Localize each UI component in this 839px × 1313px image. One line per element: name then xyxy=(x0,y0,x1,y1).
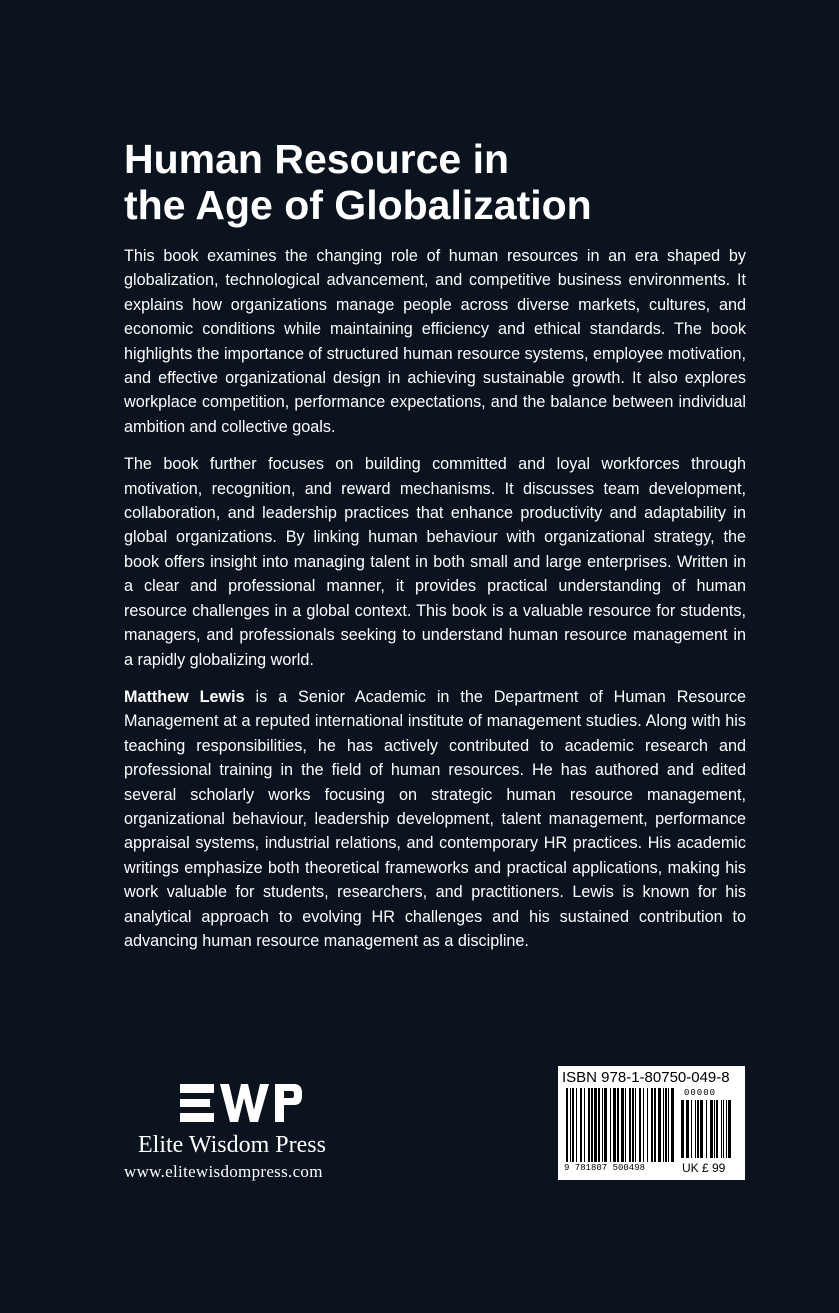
barcode-bar xyxy=(686,1100,689,1158)
barcode-bar xyxy=(726,1100,727,1158)
book-title xyxy=(124,136,764,228)
publisher-website: www.elitewisdompress.com xyxy=(124,1162,323,1181)
price-label: UK £ 99 xyxy=(682,1161,726,1175)
barcode-bar xyxy=(728,1100,731,1158)
barcode-bar xyxy=(668,1088,669,1162)
barcode-bar xyxy=(604,1088,607,1162)
author-name: Matthew Lewis xyxy=(124,687,245,706)
barcode-bar xyxy=(671,1088,674,1162)
barcode-bar xyxy=(613,1088,616,1162)
blurb-paragraph-2: The book further focuses on building committed and loyal workforces through motivation, recognition, and reward mechanisms. It discusses team development, collaboration, and leadership practices that enhance productivity and adaptability in global organizations. By linking human behaviour with organizational strategy, the book offers insight into managing talent in both small and large enterprises. Written in a clear and professional manner, it provides practical understanding of human resource challenges in a global context. This book is a valuable resource for students, managers, and professionals seeking to understand human resource management in a rapidly globalizing world. xyxy=(124,455,746,669)
barcode-bar xyxy=(691,1100,692,1158)
barcode-bar xyxy=(643,1088,644,1162)
barcode-bar xyxy=(576,1088,577,1162)
barcode-bar xyxy=(629,1088,631,1162)
barcode-bar xyxy=(594,1088,597,1162)
barcode-bar xyxy=(591,1088,593,1162)
barcode-bar xyxy=(632,1088,634,1162)
ewp-logo-icon xyxy=(180,1082,304,1124)
addon-barcode xyxy=(681,1100,733,1158)
barcode-bar xyxy=(621,1088,624,1162)
author-bio-text: is a Senior Academic in the Department of Human Resource Management at a reputed international institute of management studies. Along with his teaching responsibilities, he has actively contributed to academic research and professional training in the field of human resources. He has authored and edited several scholarly works focusing on strategic human resource management, organizational behaviour, leadership development, talent management, performance appraisal systems, industrial relations, and contemporary HR practices. His academic writings emphasize both theoretical frameworks and practical applications, making his work valuable for students, researchers, and practitioners. Lewis is known for his analytical approach to evolving HR challenges and his sustained contribution to advancing human resource management as a discipline. xyxy=(124,687,746,950)
barcode-bar xyxy=(625,1088,626,1162)
ean-digits: 9 781807 500498 xyxy=(564,1163,646,1173)
blurb xyxy=(124,244,746,966)
barcode-bar xyxy=(681,1100,684,1158)
barcode-bar xyxy=(651,1088,653,1162)
barcode-bar xyxy=(716,1100,718,1158)
barcode-bar xyxy=(588,1088,590,1162)
barcode-bar xyxy=(635,1088,636,1162)
addon-digits: 00000 xyxy=(684,1088,717,1098)
barcode-bar xyxy=(723,1100,724,1158)
barcode-bar xyxy=(700,1100,703,1158)
barcode-bar xyxy=(695,1100,696,1158)
barcode-bar xyxy=(654,1088,656,1162)
barcode-bar xyxy=(639,1088,641,1162)
barcode-bar xyxy=(697,1100,699,1158)
barcode-block xyxy=(558,1066,745,1180)
barcode-bar xyxy=(665,1088,667,1162)
barcode-bar xyxy=(714,1100,715,1158)
ean-barcode xyxy=(566,1088,676,1162)
barcode-bar xyxy=(663,1088,664,1162)
barcode-bar xyxy=(580,1088,582,1162)
barcode-bar xyxy=(566,1088,568,1162)
blurb-paragraph-1: This book examines the changing role of human resources in an era shaped by globalization, technological advancement, and competitive business environments. It explains how organizations manage people across diverse markets, cultures, and economic conditions while maintaining efficiency and ethical standards. The book highlights the importance of structured human resource systems, employee motivation, and effective organizational design in achieving sustainable growth. It also explores workplace competition, performance expectations, and the balance between individual ambition and collective goals. xyxy=(124,247,746,436)
barcode-bar xyxy=(572,1088,574,1162)
isbn-label: ISBN 978-1-80750-049-8 xyxy=(562,1069,730,1086)
barcode-bar xyxy=(710,1100,713,1158)
barcode-bar xyxy=(584,1088,585,1162)
author-bio xyxy=(124,685,746,953)
title-line-2: the Age of Globalization xyxy=(124,182,592,228)
title-line-1: Human Resource in xyxy=(124,136,510,182)
barcode-bar xyxy=(602,1088,603,1162)
barcode-bar xyxy=(617,1088,619,1162)
publisher-name: Elite Wisdom Press xyxy=(138,1132,326,1158)
barcode-bar xyxy=(706,1100,707,1158)
barcode-bar xyxy=(570,1088,571,1162)
barcode-bar xyxy=(610,1088,611,1162)
barcode-bar xyxy=(658,1088,661,1162)
barcode-bar xyxy=(598,1088,600,1162)
barcode-bar xyxy=(721,1100,722,1158)
barcode-bar xyxy=(647,1088,648,1162)
